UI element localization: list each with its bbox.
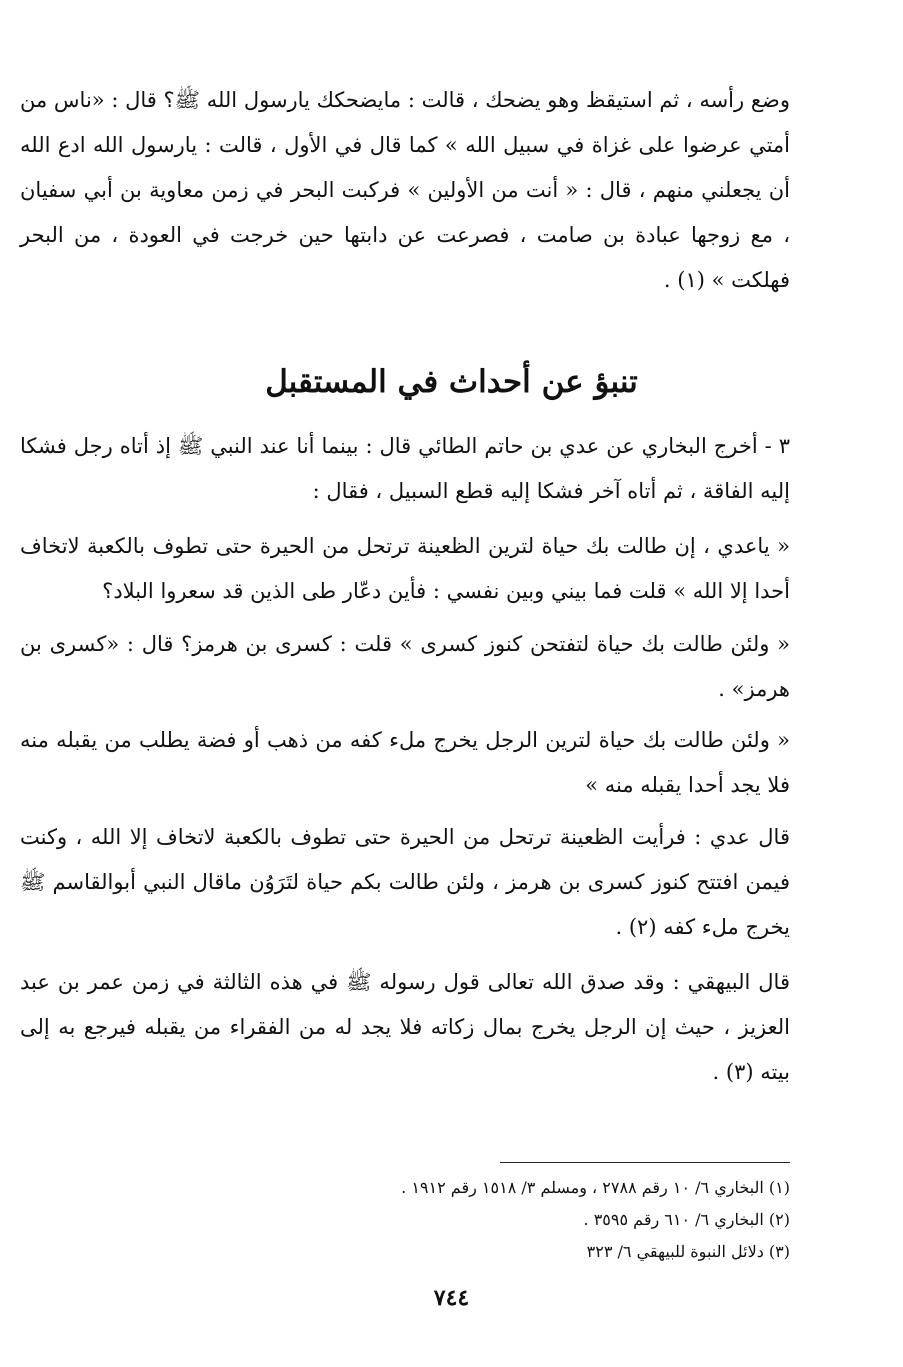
paragraph-bayhaqi — [20, 960, 790, 1095]
paragraph-intro-text: وضع رأسه ، ثم استيقظ وهو يضحك ، قالت : مايضحكك يارسول الله ﷺ؟ قال : «ناس من أمتي عرضوا على غزاة في سبيل الله » كما قال في الأول ، قالت : يارسول الله ادع الله أن يجعلني منهم ، قال : « أنت من الأولين » فركبت البحر في زمن معاوية بن أبي سفيان ، مع زوجها عبادة بن صامت ، فصرعت عن دابتها حين خرجت في العودة ، من البحر فهلكت » (١) . — [20, 88, 790, 292]
footnote-1: (١) البخاري ٦/ ١٠ رقم ٢٧٨٨ ، ومسلم ٣/ ١٥١٨ رقم ١٩١٢ . — [401, 1178, 790, 1197]
paragraph-quote-2 — [20, 622, 790, 712]
footnotes — [230, 1172, 790, 1268]
footnote-divider — [500, 1162, 790, 1163]
paragraph-hadith-3-text: ٣ - أخرج البخاري عن عدي بن حاتم الطائي قال : بينما أنا عند النبي ﷺ إذ أتاه رجل فشكا إليه الفاقة ، ثم أتاه آخر فشكا إليه قطع السبيل ، فقال : — [20, 434, 790, 503]
paragraph-quote-1-text: « ياعدي ، إن طالت بك حياة لترين الظعينة ترتحل من الحيرة حتى تطوف بالكعبة لاتخاف أحدا إلا الله » قلت فما بيني وبين نفسي : فأين دعّار طى الذين قد سعروا البلاد؟ — [20, 534, 790, 603]
paragraph-quote-3 — [20, 718, 790, 808]
paragraph-bayhaqi-text: قال البيهقي : وقد صدق الله تعالى قول رسوله ﷺ في هذه الثالثة في زمن عمر بن عبد العزيز ، حيث إن الرجل يخرج بمال زكاته فلا يجد له من الفقراء من يقبله فيرجع به إلى بيته (٣) . — [20, 970, 790, 1084]
paragraph-quote-2-text: « ولئن طالت بك حياة لتفتحن كنوز كسرى » قلت : كسرى بن هرمز؟ قال : «كسرى بن هرمز» . — [20, 632, 790, 701]
section-heading: تنبؤ عن أحداث في المستقبل — [265, 364, 638, 400]
footnote-2: (٢) البخاري ٦/ ٦١٠ رقم ٣٥٩٥ . — [583, 1210, 790, 1229]
page-number: ٧٤٤ — [433, 1285, 470, 1311]
paragraph-hadith-3 — [20, 424, 790, 514]
paragraph-adi-text: قال عدي : فرأيت الظعينة ترتحل من الحيرة حتى تطوف بالكعبة لاتخاف إلا الله ، وكنت فيمن افتتح كنوز كسرى بن هرمز ، ولئن طالت بكم حياة لتَرَوُن ماقال النبي أبوالقاسم ﷺ يخرج ملء كفه (٢) . — [20, 825, 790, 939]
paragraph-quote-1 — [20, 524, 790, 614]
footnote-3: (٣) دلائل النبوة للبيهقي ٦/ ٣٢٣ — [586, 1242, 790, 1261]
paragraph-quote-3-text: « ولئن طالت بك حياة لترين الرجل يخرج ملء كفه من ذهب أو فضة يطلب من يقبله منه فلا يجد أحدا يقبله منه » — [20, 728, 790, 797]
paragraph-intro — [20, 78, 790, 303]
paragraph-adi — [20, 815, 790, 950]
